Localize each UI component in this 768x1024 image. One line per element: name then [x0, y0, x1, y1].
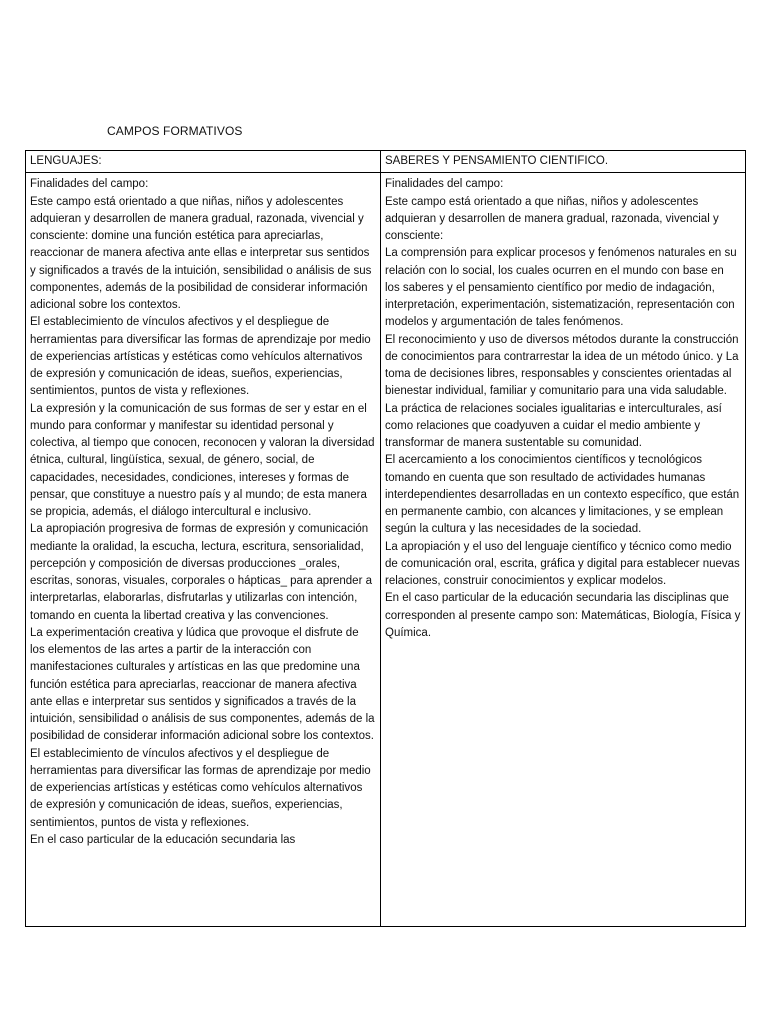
- paragraph: El establecimiento de vínculos afectivos y el despliegue de herramientas para diversificar las formas de aprendizaje por medio de experiencias artísticas y estéticas como vehículos alternativos de expresión y comunicación de ideas, sueños, experiencias, sentimientos, puntos de vista y reflexiones.: [30, 747, 371, 829]
- cell-lenguajes: [26, 173, 381, 927]
- paragraph: En el caso particular de la educación secundaria las: [30, 833, 296, 846]
- paragraph: El reconocimiento y uso de diversos métodos durante la construcción de conocimientos para contrarrestar la idea de un método único. y La toma de decisiones libres, responsables y conscientes orientadas al bienestar individual, familiar y comunitario para una vida saludable.: [385, 333, 739, 398]
- paragraph: El establecimiento de vínculos afectivos y el despliegue de herramientas para diversificar las formas de aprendizaje por medio de experiencias artísticas y estéticas como vehículos alternativos de expresión y comunicación de ideas, sueños, experiencias, sentimientos, puntos de vista y reflexiones.: [30, 316, 371, 398]
- cell-heading: Finalidades del campo:: [385, 178, 504, 191]
- campos-formativos-table: [25, 150, 746, 927]
- page-title: CAMPOS FORMATIVOS: [107, 124, 243, 138]
- cell-saberes: [381, 173, 746, 927]
- column-header-lenguajes: LENGUAJES:: [26, 151, 381, 173]
- paragraph: La apropiación progresiva de formas de expresión y comunicación mediante la oralidad, la escucha, lectura, escritura, sensorialidad, percepción y composición de diversas producciones _orales, escritas, sonoras, visuales, corporales o hápticas_ para aprender a interpretarlas, elaborarlas, disfrutarlas y utilizarlas con intención, tomando en cuenta la libertad creativa y las convenciones.: [30, 523, 372, 622]
- paragraph: La expresión y la comunicación de sus formas de ser y estar en el mundo para conformar y manifestar su identidad personal y colectiva, al tiempo que conocen, reconocen y valoran la diversidad étnica, cultural, lingüística, sexual, de género, social, de capacidades, necesidades, condiciones, intereses y formas de pensar, que constituye a nuestro país y al mundo; de esta manera se propicia, además, el diálogo intercultural e inclusivo.: [30, 402, 375, 518]
- paragraph: Este campo está orientado a que niñas, niños y adolescentes adquieran y desarrollen de manera gradual, razonada, vivencial y consciente:: [385, 195, 719, 242]
- table-header-row: [26, 151, 746, 173]
- cell-heading: Finalidades del campo:: [30, 178, 149, 191]
- table-body-row: [26, 173, 746, 927]
- paragraph: Este campo está orientado a que niñas, niños y adolescentes adquieran y desarrollen de manera gradual, razonada, vivencial y consciente: domine una función estética para apreciarlas, reaccionar de manera afectiva ante ellas e interpretar sus sentidos y significados a través de la intuición, sensibilidad o análisis de sus componentes, además de la posibilidad de considerar información adicional sobre los contextos.: [30, 195, 372, 311]
- paragraph: La apropiación y el uso del lenguaje científico y técnico como medio de comunicación oral, escrita, gráfica y digital para establecer nuevas relaciones, construir conocimientos y explicar modelos.: [385, 540, 740, 587]
- paragraph: La comprensión para explicar procesos y fenómenos naturales en su relación con lo social, los cuales ocurren en el mundo con base en los saberes y el pensamiento científico por medio de indagación, interpretación, experimentación, sistematización, representación con modelos y argumentación de tales fenómenos.: [385, 247, 737, 329]
- paragraph: El acercamiento a los conocimientos científicos y tecnológicos tomando en cuenta que son resultado de actividades humanas interdependientes desarrolladas en un contexto específico, que están en permanente cambio, con alcances y limitaciones, y se emplean según la cultura y las necesidades de la sociedad.: [385, 454, 740, 536]
- paragraph: La experimentación creativa y lúdica que provoque el disfrute de los elementos de las artes a partir de la interacción con manifestaciones culturales y artísticas en las que predomine una función estética para apreciarlas, reaccionar de manera afectiva ante ellas e interpretar sus sentidos y significados a través de la intuición, sensibilidad o análisis de sus componentes, además de la posibilidad de considerar información adicional sobre los contextos.: [30, 626, 375, 743]
- paragraph: La práctica de relaciones sociales igualitarias e interculturales, así como relaciones que coadyuven a cuidar el medio ambiente y transformar de manera sustentable su comunidad.: [385, 402, 722, 449]
- column-header-saberes: SABERES Y PENSAMIENTO CIENTIFICO.: [381, 151, 746, 173]
- paragraph: En el caso particular de la educación secundaria las disciplinas que corresponden al presente campo son: Matemáticas, Biología, Física y Química.: [385, 592, 741, 639]
